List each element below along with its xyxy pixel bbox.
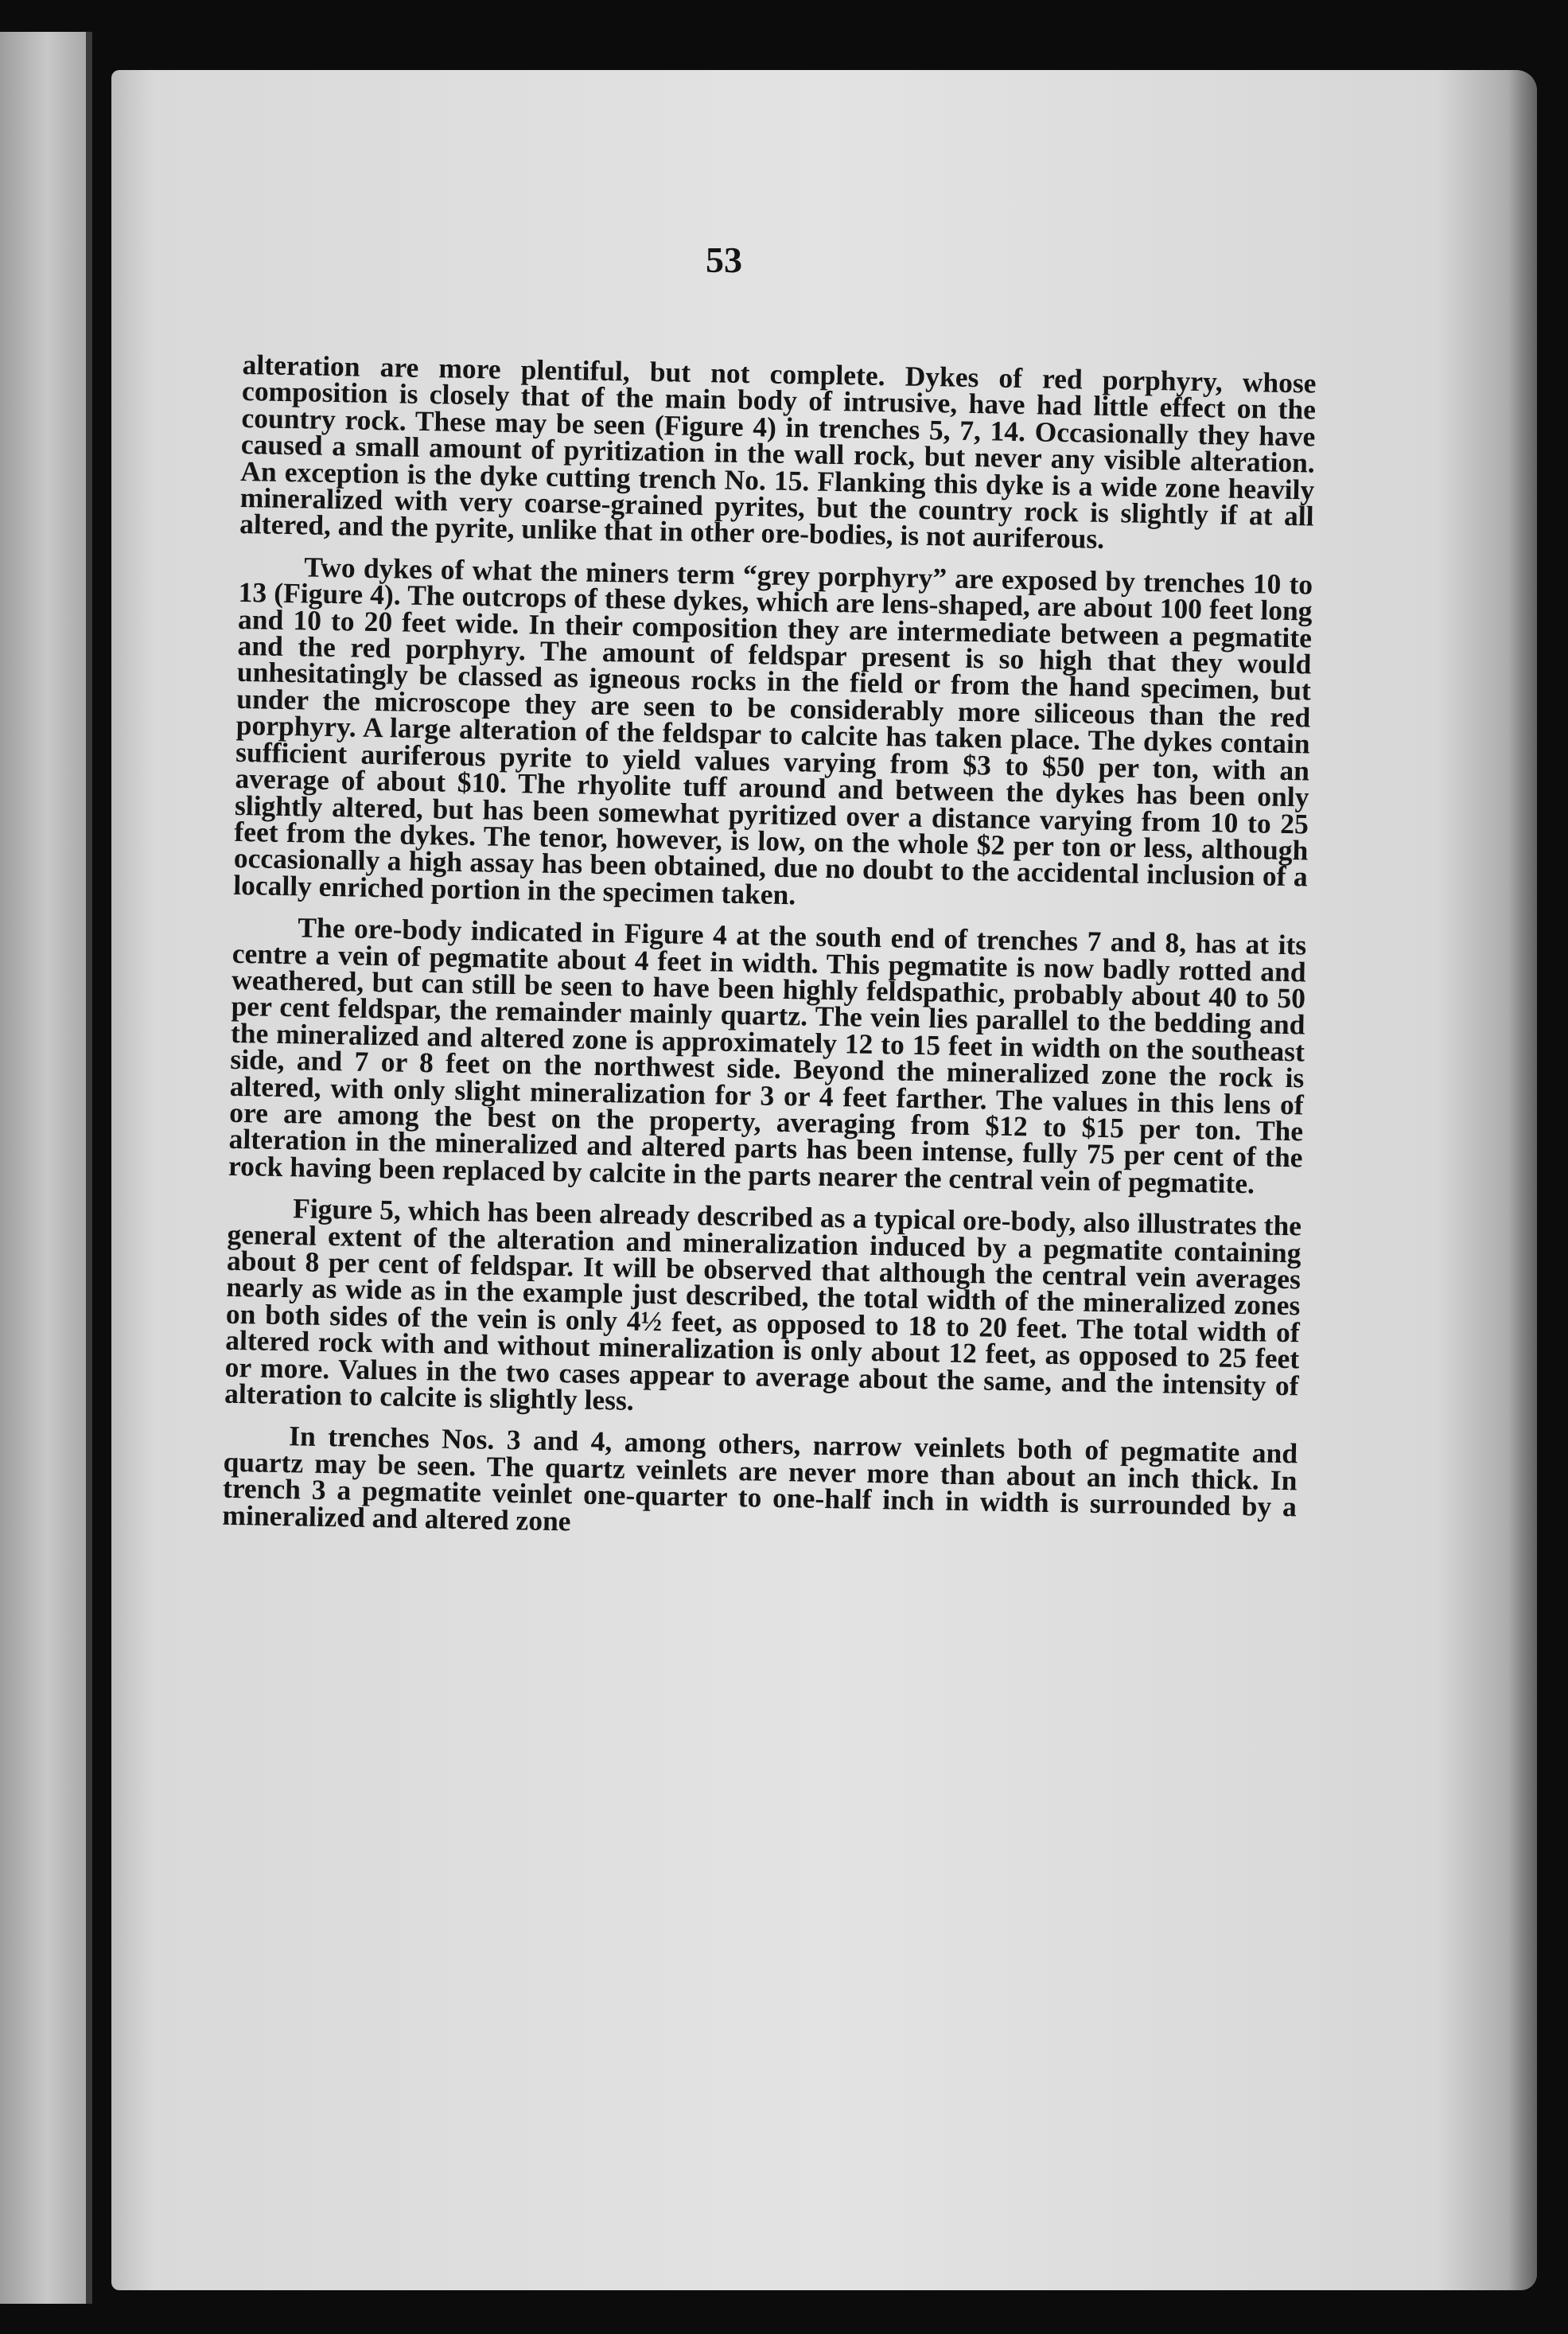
page-number: 53 — [706, 240, 742, 280]
facing-page-edge — [0, 32, 92, 2304]
page-shadow-edge — [1508, 70, 1537, 2290]
paragraph-grey-porphyry: Two dykes of what the miners term “grey porphyry” are exposed by trenches 10 to 13 (Figure 4). The outcrops of these dykes, which are lens-shaped, are about 100 feet long and 10 to 20 feet wide. In their composition they are intermediate between a pegmatite and the red porphyry. The amount of feldspar present is so high that they would unhesitatingly be classed as igneous rocks in the field or from the hand specimen, but under the microscope they are seen to be considerably more siliceous than the red porphyry. A large alteration of the feldspar to calcite has taken place. The dykes contain sufficient auriferous pyrite to yield values varying from $3 to $50 per ton, with an average of about $10. The rhyolite tuff around and between the dykes has been only slightly altered, but has been somewhat pyritized over a distance varying from 10 to 25 feet from the dykes. The tenor, however, is low, on the whole $2 per ton or less, although occasionally a high assay has been obtained, due no doubt to the accidental inclusion of a locally enriched portion in the specimen taken. — [232, 551, 1313, 910]
body-text — [222, 349, 1317, 1562]
paragraph-figure-5: Figure 5, which has been already described as a typical ore-body, also illustrates the general extent of the alteration and mineralization induced by a pegmatite containing about 8 per cent of feldspar. It will be observed that although the central vein averages nearly as wide as in the example just described, the total width of the mineralized zones on both sides of the vein is only 4½ feet, as opposed to 18 to 20 feet. The total width of altered rock with and without mineralization is only about 12 feet, as opposed to 25 feet or more. Values in the two cases appear to average about the same, and the intensity of alteration to calcite is slightly less. — [224, 1192, 1302, 1416]
paragraph-trenches-3-4: In trenches Nos. 3 and 4, among others, narrow veinlets both of pegmatite and quartz may be seen. The quartz veinlets are never more than about an inch thick. In trench 3 a pegmatite veinlet one-quarter to one-half inch in width is surrounded by a mineralized and altered zone — [222, 1420, 1298, 1537]
paragraph-ore-body-figure-4: The ore-body indicated in Figure 4 at the south end of trenches 7 and 8, has at its centre a vein of pegmatite about 4 feet in width. This pegmatite is now badly rotted and weathered, but can still be seen to have been highly feldspathic, probably about 40 to 50 per cent feldspar, the remainder mainly quartz. The vein lies parallel to the bedding and the mineralized and altered zone is approximately 12 to 15 feet in width on the southeast side, and 7 or 8 feet on the northwest side. Beyond the mineralized zone the rock is altered, with only slight mineralization for 3 or 4 feet farther. The values in this lens of ore are among the best on the property, averaging from $12 to $15 per ton. The alteration in the mineralized and altered parts has been intense, fully 75 per cent of the rock having been replaced by calcite in the parts nearer the central vein of pegmatite. — [228, 911, 1307, 1200]
paragraph-alteration-dykes: alteration are more plentiful, but not complete. Dykes of red porphyry, whose composition is closely that of the main body of intrusive, have had little effect on the country rock. These may be seen (Figure 4) in trenches 5, 7, 14. Occasionally they have caused a small amount of pyritization in the wall rock, but never any visible alteration. An exception is the dyke cutting trench No. 15. Flanking this dyke is a wide zone heavily mineralized with very coarse-grained pyrites, but the country rock is slightly if at all altered, and the pyrite, unlike that in other ore-bodies, is not auriferous. — [239, 349, 1317, 555]
